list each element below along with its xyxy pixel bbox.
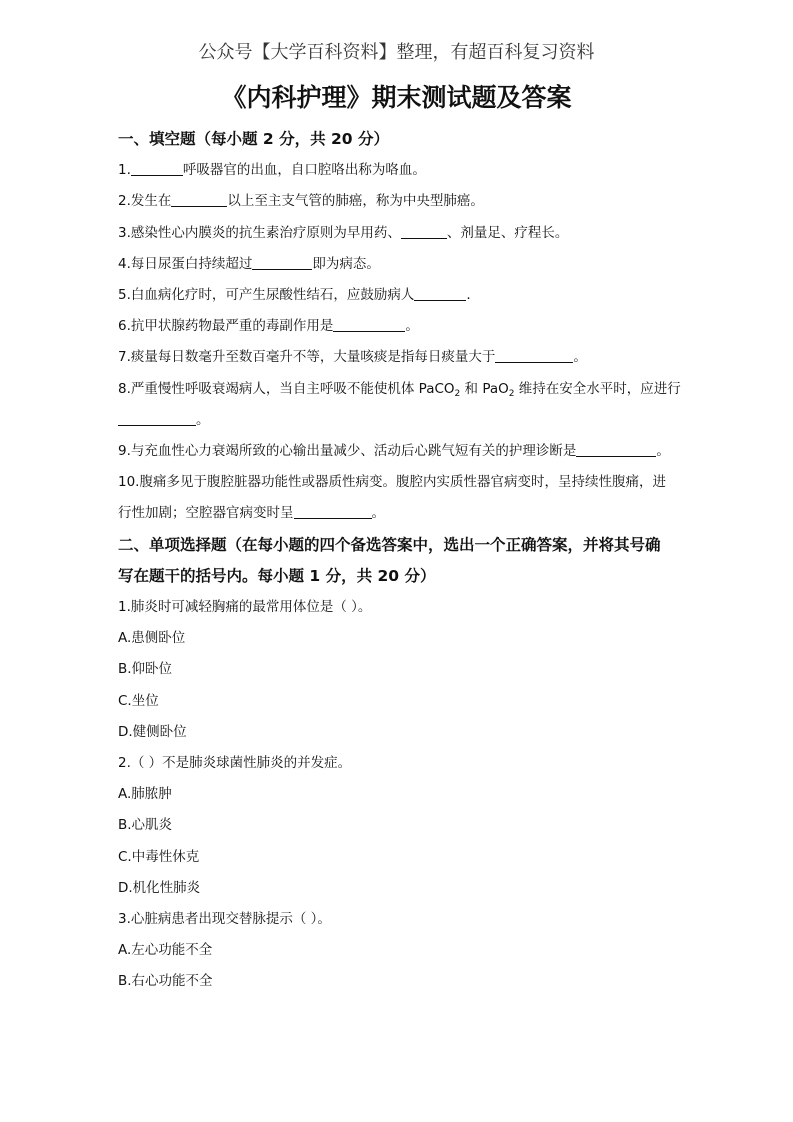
question-10-cont [118, 498, 684, 529]
blank [294, 504, 372, 519]
blank [171, 192, 227, 207]
section-heading: 一、填空题（每小题 2 分，共 20 分） [118, 130, 389, 148]
mcq-option: C.坐位 [118, 692, 159, 709]
question-6 [118, 311, 684, 342]
question-2 [118, 186, 684, 217]
blank [414, 286, 466, 301]
q-text: 、剂量足、疗程长。 [446, 224, 569, 241]
q-text: 8.严重慢性呼吸衰竭病人，当自主呼吸不能使机体 PaCO [118, 380, 455, 397]
blank [131, 161, 183, 176]
mcq-option: A.患侧卧位 [118, 630, 186, 647]
q-text: 3.感染性心内膜炎的抗生素治疗原则为早用药、 [118, 224, 401, 241]
question-10: 10.腹痛多见于腹腔脏器功能性或器质性病变。腹腔内实质性器官病变时，呈持续性腹痛，进 [118, 474, 666, 491]
blank [576, 442, 656, 457]
blank [333, 317, 405, 332]
subscript: 2 [454, 388, 461, 399]
document-body [118, 124, 684, 998]
subscript: 2 [508, 388, 515, 399]
section-heading: 二、单项选择题（在每小题的四个备选答案中，选出一个正确答案，并将其号确 [118, 535, 661, 554]
question-9 [118, 436, 684, 467]
q-text: 维持在安全水平时，应进行 [514, 380, 681, 397]
q-text: 即为病态。 [312, 255, 380, 272]
q-text: 。 [196, 411, 210, 428]
q-text: 2.发生在 [118, 193, 172, 210]
question-5 [118, 280, 684, 311]
question-8 [118, 374, 684, 405]
section-heading-cont: 写在题干的括号内。每小题 1 分，共 20 分） [118, 566, 436, 585]
mcq-option: C.中毒性休克 [118, 848, 200, 865]
mcq-option: B.心肌炎 [118, 817, 173, 834]
mcq-option: D.机化性肺炎 [118, 879, 201, 896]
blank [118, 411, 196, 426]
q-text: 9.与充血性心力衰竭所致的心输出量减少、活动后心跳气短有关的护理诊断是 [118, 443, 577, 460]
q-text: 1. [118, 162, 131, 179]
blank [252, 255, 312, 270]
q-text: . [466, 287, 471, 304]
mcq-option: A.肺脓肿 [118, 786, 172, 803]
q-text: 。 [371, 505, 385, 522]
mcq-option: D.健侧卧位 [118, 723, 187, 740]
question-3 [118, 218, 684, 249]
page-header: 公众号【大学百科资料】整理，有超百科复习资料 [198, 42, 595, 63]
q-text: 。 [573, 349, 587, 366]
q-text: 4.每日尿蛋白持续超过 [118, 255, 253, 272]
mcq-stem: 1.肺炎时可减轻胸痛的最常用体位是（ ）。 [118, 599, 372, 616]
q-text: 7.痰量每日数毫升至数百毫升不等，大量咳痰是指每日痰量大于 [118, 349, 496, 366]
mcq-stem: 2.（ ）不是肺炎球菌性肺炎的并发症。 [118, 755, 352, 772]
blank [495, 348, 573, 363]
question-7 [118, 342, 684, 373]
q-text: 。 [405, 318, 419, 335]
q-text: 6.抗甲状腺药物最严重的毒副作用是 [118, 318, 334, 335]
q-text: 和 PaO [460, 380, 509, 397]
question-4 [118, 249, 684, 280]
mcq-stem: 3.心脏病患者出现交替脉提示（ ）。 [118, 911, 331, 928]
q-text: 。 [656, 443, 670, 460]
q-text: 以上至主支气管的肺癌，称为中央型肺癌。 [227, 193, 484, 210]
q-text: 行性加剧；空腔器官病变时呈 [118, 505, 294, 522]
mcq-option: B.仰卧位 [118, 661, 173, 678]
q-text: 呼吸器官的出血，自口腔咯出称为咯血。 [182, 162, 426, 179]
blank [401, 224, 447, 239]
mcq-list [118, 592, 684, 998]
question-8-cont [118, 405, 684, 436]
document-title: 《内科护理》期末测试题及答案 [221, 83, 572, 112]
question-1 [118, 155, 684, 186]
q-text: 5.白血病化疗时，可产生尿酸性结石，应鼓励病人 [118, 287, 415, 304]
mcq-option: A.左心功能不全 [118, 942, 213, 959]
mcq-option: B.右心功能不全 [118, 973, 213, 990]
